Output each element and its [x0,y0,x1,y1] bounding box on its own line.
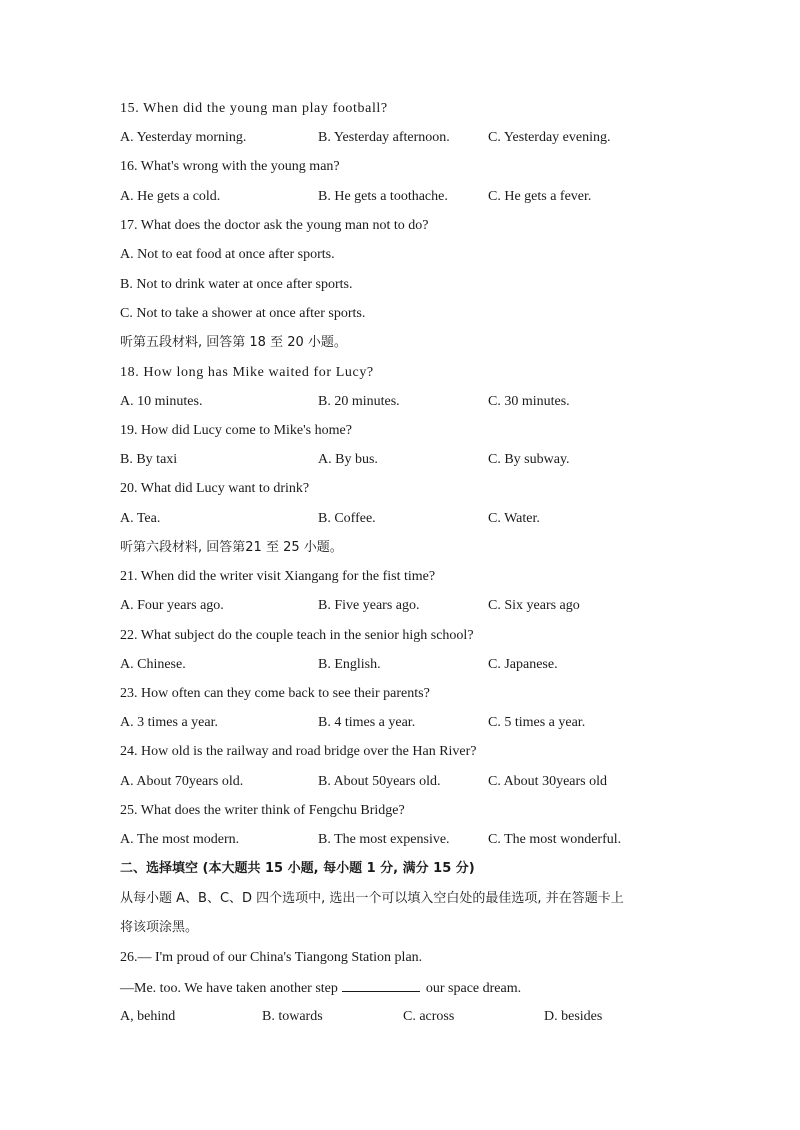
q20-option-c: C. Water. [488,511,540,526]
q24-option-c: C. About 30years old [488,774,607,789]
question-20: 20. What did Lucy want to drink? [120,481,310,496]
q15-option-b: B. Yesterday afternoon. [318,130,450,145]
q17-option-b: B. Not to drink water at once after sports. [120,277,353,292]
question-18: 18. How long has Mike waited for Lucy? [120,365,374,380]
q21-option-b: B. Five years ago. [318,598,420,613]
q24-option-b: B. About 50years old. [318,774,441,789]
q26-option-c: C. across [403,1009,455,1024]
q22-option-a: A. Chinese. [120,657,186,672]
section-2-instruction: 从每小题 A、B、C、D 四个选项中, 选出一个可以填入空白处的最佳选项, 并在答题卡上 [120,891,624,906]
question-23: 23. How often can they come back to see their parents? [120,686,430,701]
q19-option-2: A. By bus. [318,452,378,467]
q18-option-b: B. 20 minutes. [318,394,400,409]
question-25: 25. What does the writer think of Fengchu Bridge? [120,803,405,818]
q18-option-c: C. 30 minutes. [488,394,570,409]
q16-option-c: C. He gets a fever. [488,189,592,204]
q16-option-a: A. He gets a cold. [120,189,221,204]
q26-option-d: D. besides [544,1009,603,1024]
q15-option-a: A. Yesterday morning. [120,130,247,145]
q23-option-b: B. 4 times a year. [318,715,416,730]
q22-option-b: B. English. [318,657,381,672]
listening-note-part5: 听第五段材料, 回答第 18 至 20 小题。 [120,335,347,350]
question-24: 24. How old is the railway and road bridge over the Han River? [120,744,477,759]
listening-note-part6: 听第六段材料, 回答第21 至 25 小题。 [120,540,343,555]
q26-option-b: B. towards [262,1009,323,1024]
q19-option-3: C. By subway. [488,452,570,467]
q16-option-b: B. He gets a toothache. [318,189,448,204]
question-26-response [120,979,521,998]
section-2-instruction-cont: 将该项涂黑。 [120,920,199,935]
section-2-heading: 二、选择填空 (本大题共 15 小题, 每小题 1 分, 满分 15 分) [120,861,475,876]
q17-option-a: A. Not to eat food at once after sports. [120,247,335,262]
q18-option-a: A. 10 minutes. [120,394,203,409]
question-22: 22. What subject do the couple teach in the senior high school? [120,628,474,643]
question-19: 19. How did Lucy come to Mike's home? [120,423,352,438]
q25-option-b: B. The most expensive. [318,832,450,847]
q17-option-c: C. Not to take a shower at once after sports. [120,306,366,321]
q21-option-a: A. Four years ago. [120,598,224,613]
question-26: 26.— I'm proud of our China's Tiangong Station plan. [120,950,423,965]
q26-response-before-blank: —Me. too. We have taken another step [120,981,338,996]
question-21: 21. When did the writer visit Xiangang for the fist time? [120,569,436,584]
question-16: 16. What's wrong with the young man? [120,159,340,174]
q20-option-a: A. Tea. [120,511,161,526]
answer-blank [342,979,420,992]
question-15: 15. When did the young man play football? [120,101,388,116]
q23-option-a: A. 3 times a year. [120,715,218,730]
q19-option-1: B. By taxi [120,452,178,467]
q25-option-a: A. The most modern. [120,832,240,847]
q25-option-c: C. The most wonderful. [488,832,622,847]
q21-option-c: C. Six years ago [488,598,580,613]
q22-option-c: C. Japanese. [488,657,558,672]
q20-option-b: B. Coffee. [318,511,376,526]
q26-option-a: A, behind [120,1009,176,1024]
q26-response-after-blank: our space dream. [425,981,522,996]
q15-option-c: C. Yesterday evening. [488,130,611,145]
question-17: 17. What does the doctor ask the young man not to do? [120,218,429,233]
q24-option-a: A. About 70years old. [120,774,244,789]
q23-option-c: C. 5 times a year. [488,715,586,730]
